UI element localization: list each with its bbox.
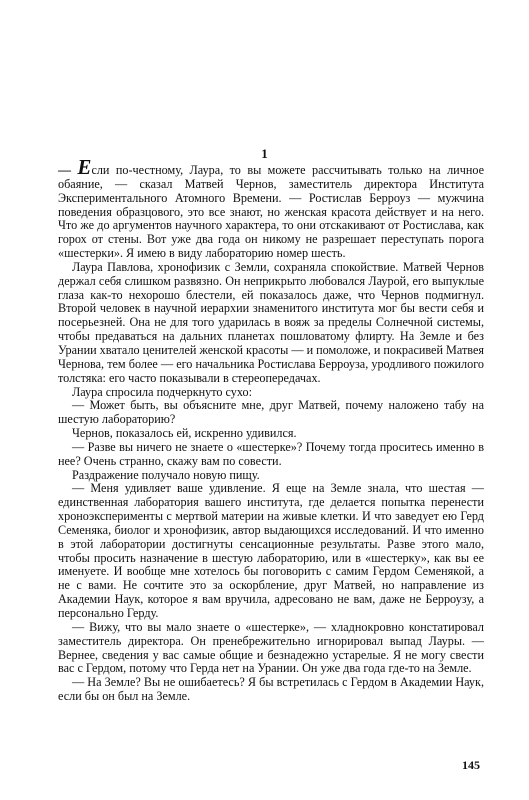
first-paragraph: [58, 155, 485, 261]
paragraph: — Вижу, что вы мало знаете о «шестерке», — хладнокровно констатировал заместитель директора. Он пренебрежительно игнорировал выпад Лауры. — Вернее, сведения у вас самые общие и безнадежно устарелые. Я не могу свести вас с Гердом, потому что Герда нет на Урании. Он уже два года где-то на Земле.: [58, 619, 484, 676]
first-paragraph-text: сли по-честному, Лаура, то вы можете рассчитывать только на личное обаяние, — сказал Матвей Чернов, заместитель директора Института Экспериментального Атомного Времени. — Ростислав Берроуз — мужчина поведения образцового, это все знают, но женская красота действует и на него. Что же до аргументов научного характера, то они отскакивают от Ростислава, как горох от стены. Вот уже два года он никому не разрешает переступать порога «шестерки». Я имею в виду лабораторию номер шесть.: [58, 163, 485, 261]
paragraph: Лаура Павлова, хронофизик с Земли, сохраняла спокойствие. Матвей Чернов держал себя слишком развязно. Он неприкрыто любовался Лаурой, его выпуклые глаза как-то нехорошо блестели, ей показалось даже, что Чернов подмигнул. Второй человек в научной иерархии знаменитого института мог бы вести себя и посерьезней. Она не для того ударилась в вояж за пределы Солнечной системы, чтобы предаваться на дальних планетах пошловатому флирту. На Земле и без Урании хватало ценителей женской красоты — и помоложе, и покрасивей Матвея Чернова, тем более — его начальника Ростислава Берроуза, уродливого пожилого толстяка: его часто показывали в стереопередачах.: [58, 259, 484, 385]
chapter-number: 1: [261, 146, 268, 161]
text-body: [58, 155, 485, 704]
paragraph: — Может быть, вы объясните мне, друг Матвей, почему наложено табу на шестую лабораторию?: [58, 398, 484, 427]
lead-dash: —: [58, 162, 71, 177]
paragraph: — Меня удивляет ваше удивление. Я еще на Земле знала, что шестая — единственная лаборатория вашего института, где делается попытка перенести хроноэксперименты с мертвой материи на живые клетки. И что заведует ею Герд Семеняка, биолог и хронофизик, автор выдающихся исследований. И что именно в этой лаборатории достигнуты сенсационные результаты. Разве этого мало, чтобы просить назначение в шестую лабораторию, или в «шестерку», как вы ее именуете. И вообще мне хотелось бы поговорить с самим Гердом Семенякой, а не с вами. Не сочтите это за оскорбление, друг Матвей, но направление из Академии Наук, которое я вам вручила, адресовано не вам, даже не Берроузу, а персонально Герду.: [58, 481, 484, 620]
paragraph: — На Земле? Вы не ошибаетесь? Я бы встретилась с Гердом в Академии Наук, если бы он был на Земле.: [58, 675, 484, 704]
paragraph: Лаура спросила подчеркнуто сухо:: [72, 384, 252, 399]
page-number: 145: [462, 758, 480, 772]
drop-cap: Е: [77, 155, 92, 179]
paragraph: Раздражение получало новую пищу.: [72, 467, 260, 482]
paragraph: — Разве вы ничего не знаете о «шестерке»? Почему тогда проситесь именно в нее? Очень странно, скажу вам по совести.: [58, 439, 484, 468]
paragraph: Чернов, показалось ей, искренно удивился.: [72, 426, 297, 441]
